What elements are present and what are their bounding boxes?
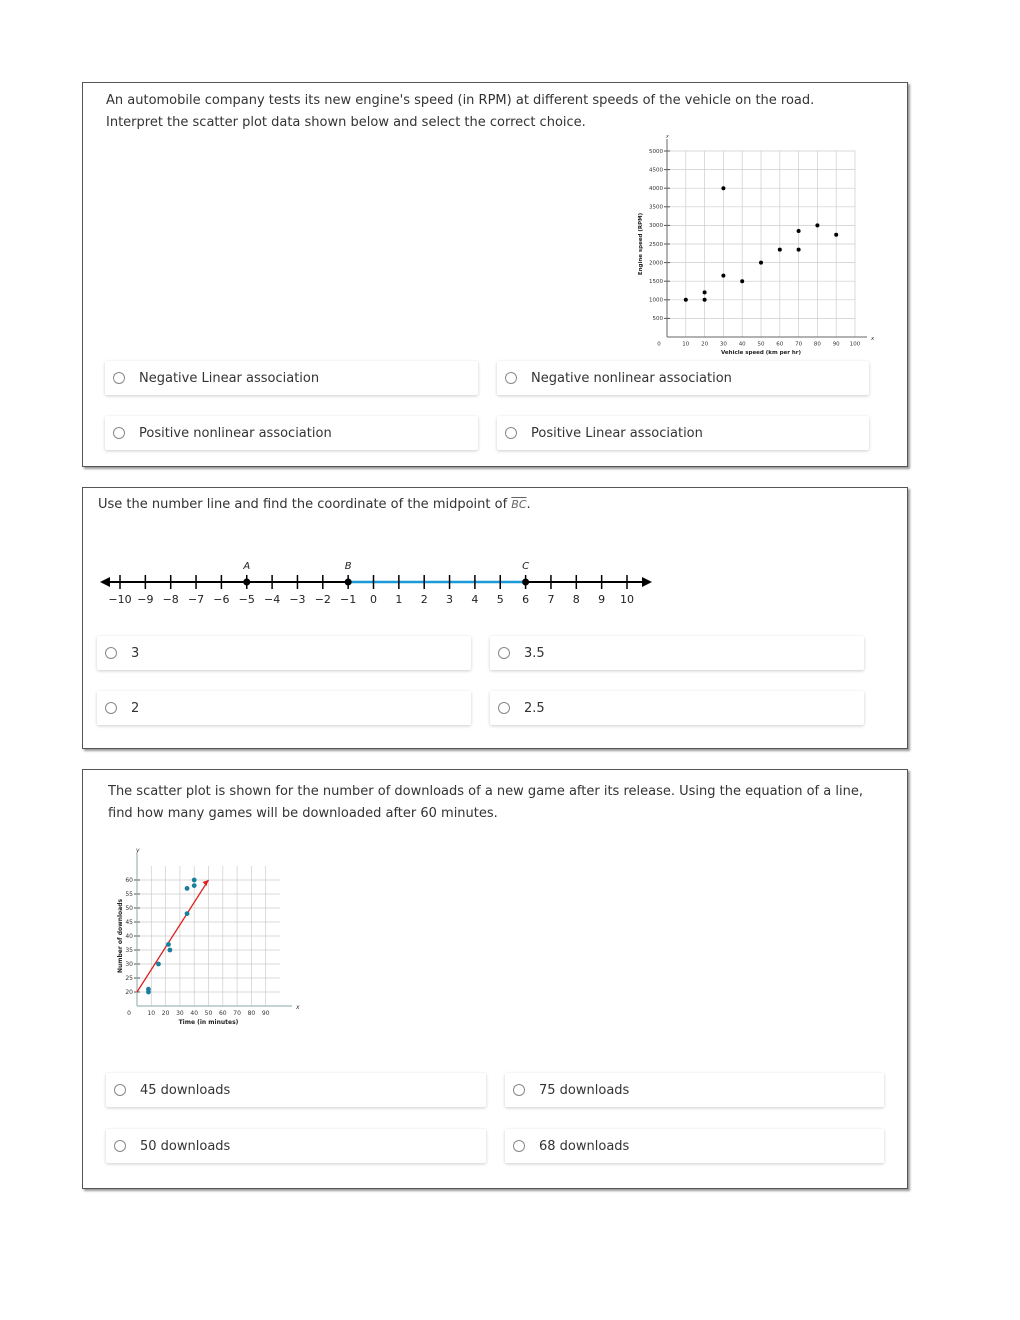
data-point bbox=[721, 274, 725, 278]
data-point bbox=[759, 261, 763, 265]
data-point bbox=[192, 883, 197, 888]
tick-label: 2 bbox=[420, 593, 428, 606]
option-label: Positive nonlinear association bbox=[139, 425, 332, 441]
y-tick-label: 3500 bbox=[649, 204, 663, 211]
y-tick-label: 40 bbox=[125, 933, 133, 940]
radio-button[interactable] bbox=[105, 702, 117, 714]
y-tick-label: 45 bbox=[125, 919, 133, 926]
y-axis-label: Number of downloads bbox=[117, 898, 124, 974]
number-line bbox=[95, 555, 665, 610]
tick-label: −10 bbox=[108, 593, 132, 606]
tick-label: 9 bbox=[598, 593, 606, 606]
option-75-downloads[interactable] bbox=[505, 1073, 884, 1107]
tick-label: 0 bbox=[370, 593, 377, 606]
x-tick-label: 50 bbox=[757, 341, 765, 348]
question-2-text: Use the number line and find the coordinate of the midpoint of $\overline{BC}$. bbox=[98, 497, 531, 512]
question-1-text: An automobile company tests its new engine's speed (in RPM) at different speeds of the vehicle on the road. Interpret the scatter plot data shown below and select the correct choice. bbox=[106, 93, 815, 130]
tick-label: 1 bbox=[395, 593, 403, 606]
y-axis-label: Engine speed (RPM) bbox=[638, 212, 644, 276]
y-tick-label: 50 bbox=[125, 905, 133, 912]
tick-label: −8 bbox=[162, 593, 179, 606]
data-point bbox=[703, 298, 707, 302]
option-3[interactable] bbox=[97, 636, 471, 670]
data-point bbox=[167, 948, 172, 953]
x-tick-label: 90 bbox=[261, 1010, 270, 1017]
radio-button[interactable] bbox=[505, 372, 517, 384]
y-tick-label: 4000 bbox=[649, 186, 663, 193]
tick-label: 10 bbox=[620, 593, 634, 606]
y-tick-label: 3000 bbox=[649, 223, 663, 230]
option-label: 3.5 bbox=[524, 645, 545, 661]
option-label: 50 downloads bbox=[140, 1138, 231, 1154]
y-axis-name: y bbox=[136, 847, 140, 854]
radio-button[interactable] bbox=[498, 647, 510, 659]
point-label: C bbox=[522, 561, 530, 572]
engine-speed-scatter-plot bbox=[630, 135, 880, 360]
option-3-5[interactable] bbox=[490, 636, 864, 670]
x-tick-label: 80 bbox=[813, 341, 821, 348]
point-label: A bbox=[243, 561, 251, 572]
x-tick-label: 30 bbox=[719, 341, 727, 348]
y-axis-name: y bbox=[666, 135, 670, 139]
radio-button[interactable] bbox=[505, 427, 517, 439]
data-point bbox=[797, 229, 801, 233]
right-arrow-icon bbox=[642, 577, 652, 587]
data-point bbox=[684, 298, 688, 302]
radio-button[interactable] bbox=[114, 1140, 126, 1152]
y-tick-label: 1500 bbox=[649, 279, 663, 286]
y-tick-label: 500 bbox=[652, 316, 663, 323]
radio-button[interactable] bbox=[114, 1084, 126, 1096]
point-b bbox=[345, 579, 352, 586]
point-c bbox=[522, 579, 529, 586]
x-tick-label: 30 bbox=[176, 1010, 184, 1017]
data-point bbox=[156, 962, 161, 967]
y-tick-label: 30 bbox=[125, 961, 133, 968]
option-label: Negative Linear association bbox=[139, 370, 320, 386]
option-label: 2 bbox=[131, 700, 140, 716]
x-axis-name: x bbox=[871, 336, 875, 342]
radio-button[interactable] bbox=[513, 1140, 525, 1152]
data-point bbox=[703, 290, 707, 294]
question-3-text: The scatter plot is shown for the number of downloads of a new game after its release. Using the equation of a line, find how many games will be downloaded after 60 minutes. bbox=[108, 784, 863, 821]
tick-label: 7 bbox=[547, 593, 555, 606]
tick-label: 4 bbox=[471, 593, 479, 606]
y-tick-label: 20 bbox=[125, 989, 133, 996]
tick-label: −2 bbox=[314, 593, 331, 606]
y-tick-label: 60 bbox=[125, 877, 133, 884]
tick-label: −9 bbox=[137, 593, 154, 606]
y-tick-label: 35 bbox=[125, 947, 133, 954]
y-tick-label: 55 bbox=[125, 891, 133, 898]
x-tick-label: 100 bbox=[849, 341, 861, 348]
x-tick-label: 40 bbox=[190, 1010, 199, 1017]
y-tick-label: 1000 bbox=[649, 297, 663, 304]
tick-label: −1 bbox=[340, 593, 357, 606]
x-tick-label: 10 bbox=[682, 341, 690, 348]
tick-label: −3 bbox=[289, 593, 306, 606]
y-tick-label: 2500 bbox=[649, 241, 663, 248]
option-label: 3 bbox=[131, 645, 140, 661]
option-label: 2.5 bbox=[524, 700, 545, 716]
x-tick-label: 60 bbox=[218, 1010, 227, 1017]
tick-label: −4 bbox=[263, 593, 281, 606]
point-label: B bbox=[344, 561, 352, 572]
x-tick-label: 70 bbox=[233, 1010, 241, 1017]
x-tick-label: 20 bbox=[701, 341, 709, 348]
data-point bbox=[185, 886, 190, 891]
tick-label: 8 bbox=[572, 593, 580, 606]
radio-button[interactable] bbox=[513, 1084, 525, 1096]
segment-label: $\overline{BC}$ bbox=[511, 498, 527, 511]
radio-button[interactable] bbox=[113, 372, 125, 384]
data-point bbox=[192, 878, 197, 883]
option-68-downloads[interactable] bbox=[505, 1129, 884, 1163]
tick-label: −7 bbox=[187, 593, 205, 606]
x-axis-name: x bbox=[296, 1004, 300, 1011]
x-tick-label: 20 bbox=[161, 1010, 170, 1017]
option-50-downloads[interactable] bbox=[106, 1129, 486, 1163]
x-tick-label: 10 bbox=[147, 1010, 156, 1017]
tick-label: 3 bbox=[446, 593, 454, 606]
data-point bbox=[834, 233, 838, 237]
x-tick-label: 40 bbox=[738, 341, 746, 348]
data-point bbox=[778, 248, 782, 252]
option-negative-nonlinear[interactable] bbox=[497, 361, 869, 395]
point-a bbox=[243, 579, 250, 586]
origin-label: 0 bbox=[127, 1010, 131, 1017]
option-positive-linear[interactable] bbox=[497, 416, 869, 450]
x-axis-label: Vehicle speed (km per hr) bbox=[720, 350, 802, 356]
data-point bbox=[185, 911, 190, 916]
x-tick-label: 70 bbox=[795, 341, 803, 348]
data-point bbox=[146, 987, 151, 992]
tick-label: −5 bbox=[238, 593, 255, 606]
x-tick-label: 60 bbox=[776, 341, 784, 348]
radio-button[interactable] bbox=[113, 427, 125, 439]
x-axis-label: Time (in minutes) bbox=[178, 1019, 239, 1026]
radio-button[interactable] bbox=[105, 647, 117, 659]
data-point bbox=[740, 279, 744, 283]
radio-button[interactable] bbox=[498, 702, 510, 714]
origin-label: 0 bbox=[657, 341, 661, 348]
option-label: 45 downloads bbox=[140, 1082, 231, 1098]
option-label: 75 downloads bbox=[539, 1082, 630, 1098]
tick-label: 5 bbox=[496, 593, 504, 606]
option-label: Positive Linear association bbox=[531, 425, 703, 441]
x-tick-label: 80 bbox=[247, 1010, 256, 1017]
option-2[interactable] bbox=[97, 691, 471, 725]
downloads-scatter-plot bbox=[100, 840, 300, 1030]
option-positive-nonlinear[interactable] bbox=[105, 416, 478, 450]
y-tick-label: 2000 bbox=[649, 260, 663, 267]
option-45-downloads[interactable] bbox=[106, 1073, 486, 1107]
option-label: Negative nonlinear association bbox=[531, 370, 732, 386]
data-point bbox=[815, 223, 819, 227]
tick-label: −6 bbox=[213, 593, 230, 606]
data-point bbox=[721, 186, 725, 190]
option-2-5[interactable] bbox=[490, 691, 864, 725]
y-tick-label: 5000 bbox=[649, 148, 663, 155]
y-tick-label: 4500 bbox=[649, 167, 663, 174]
data-point bbox=[166, 942, 171, 947]
left-arrow-icon bbox=[100, 577, 110, 587]
y-tick-label: 25 bbox=[125, 975, 133, 982]
tick-label: 6 bbox=[522, 593, 530, 606]
option-negative-linear[interactable] bbox=[105, 361, 478, 395]
data-point bbox=[797, 248, 801, 252]
x-tick-label: 50 bbox=[204, 1010, 213, 1017]
question-2-prompt: Use the number line and find the coordinate of the midpoint of bbox=[98, 497, 512, 512]
x-tick-label: 90 bbox=[832, 341, 840, 348]
option-label: 68 downloads bbox=[539, 1138, 630, 1154]
